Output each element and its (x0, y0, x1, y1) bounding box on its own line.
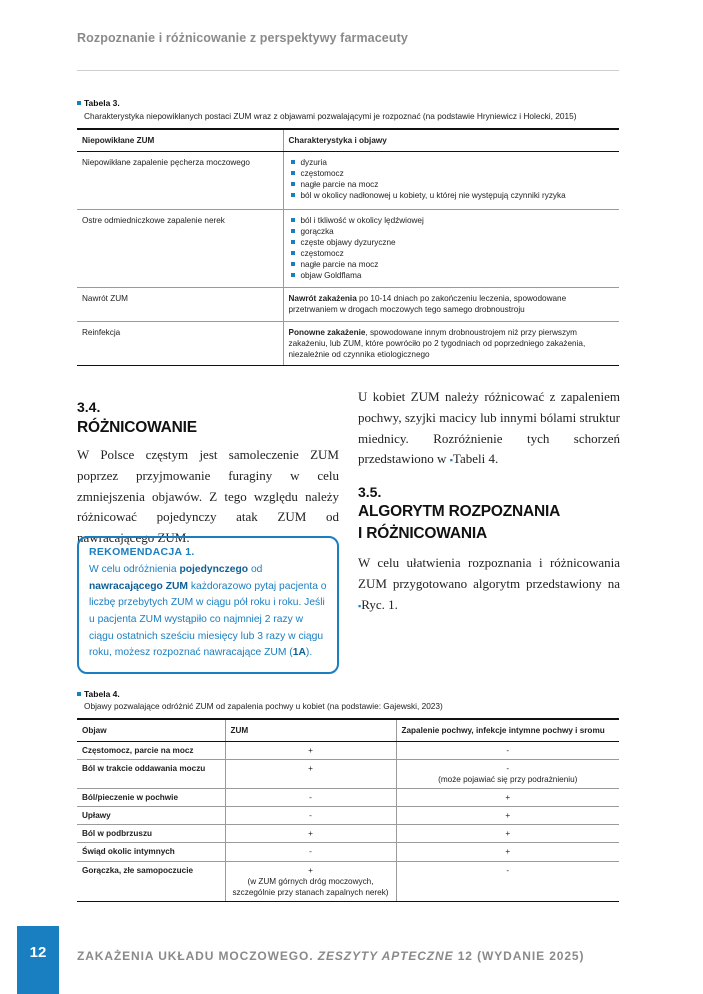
square-bullet-icon (77, 101, 81, 105)
table-row (77, 742, 619, 760)
table3-cell-name: Nawrót ZUM (77, 288, 283, 322)
list-item: nagłe parcie na mocz (289, 179, 615, 190)
table-reference-link[interactable]: Tabeli 4. (452, 451, 499, 467)
table4-cell-symptom: Upławy (77, 807, 225, 825)
table-row (77, 288, 619, 322)
recommendation-text: W celu odróżnienia pojedynczego od nawracającego ZUM każdorazowo pytaj pacjenta o liczbę przebytych ZUM w ciągu pół roku i roku. Jeśli u pacjenta ZUM wystąpiło co najmniej 2 razy w ciągu ostatnich sześciu miesięcy lub 3 razy w ciągu roku, możesz rozpoznać nawracające ZUM (1A). (89, 564, 327, 659)
section-title: ALGORYTM ROZPOZNANIA I RÓŻNICOWANIA (358, 503, 561, 543)
table-row (77, 825, 619, 843)
table4-cell-vaginitis: + (396, 825, 619, 843)
table4-cell-vaginitis: + (396, 789, 619, 807)
table4-cell-vaginitis: - (396, 742, 619, 760)
table4-cell-zum: - (225, 789, 396, 807)
table4-cell-zum: + (225, 825, 396, 843)
table3-cell-description: Nawrót zakażenia po 10-14 dniach po zakończeniu leczenia, spowodowane przetrwaniem w drogach moczowych tego samego drobnoustroju (283, 288, 619, 322)
list-item: dyzuria (289, 157, 615, 168)
list-item: objaw Goldflama (289, 270, 615, 281)
table4-cell-zum: - (225, 843, 396, 861)
table3-cell-description: Ponowne zakażenie, spowodowane innym drobnoustrojem niż przy pierwszym zakażeniu, lub ZUM, które powróciło po 2 tygodniach od poprzedniego zakażenia, niezależnie od czynnika etiologicznego (283, 322, 619, 366)
table3-cell-name: Reinfekcja (77, 322, 283, 366)
list-item: częste objawy dyzuryczne (289, 237, 615, 248)
table-row (77, 807, 619, 825)
table3-caption: Charakterystyka niepowikłanych postaci ZUM wraz z objawami pozwalającymi je rozpoznać (na podstawie Hryniewicz i Holecki, 2015) (84, 111, 577, 121)
table4-cell-symptom: Gorączka, złe samopoczucie (77, 861, 225, 901)
table4-header-cell: ZUM (225, 719, 396, 742)
recommendation-box (77, 536, 339, 674)
table4-cell-vaginitis: - (może pojawiać się przy podrażnieniu) (396, 760, 619, 789)
table3-cell-symptoms (283, 152, 619, 210)
table3-header-cell: Charakterystyka i objawy (283, 129, 619, 152)
section-paragraph: W Polsce częstym jest samoleczenie ZUM poprzez przyjmowanie furaginy w celu zmniejszenia objawów. Z tego względu należy różnicować pojedynczy atak ZUM od nawracającego ZUM. (77, 447, 339, 546)
table-row (77, 760, 619, 789)
section-number: 3.5. (358, 484, 382, 500)
table-row (77, 789, 619, 807)
square-bullet-icon (77, 692, 81, 696)
list-item: gorączka (289, 226, 615, 237)
table4-cell-symptom: Świąd okolic intymnych (77, 843, 225, 861)
table4-cell-vaginitis: - (396, 861, 619, 901)
section-number: 3.4. (77, 399, 101, 415)
list-item: ból w okolicy nadłonowej u kobiety, u której nie występują czynniki ryzyka (289, 190, 615, 201)
table-row (77, 861, 619, 901)
table4-cell-symptom: Ból/pieczenie w pochwie (77, 789, 225, 807)
page-number: 12 (29, 944, 47, 961)
table4-header-cell: Zapalenie pochwy, infekcje intymne pochwy i sromu (396, 719, 619, 742)
recommendation-title: REKOMENDACJA 1. (89, 546, 195, 558)
header-divider (77, 70, 619, 71)
table4-label: Tabela 4. (77, 689, 120, 699)
table3-cell-name: Niepowikłane zapalenie pęcherza moczowego (77, 152, 283, 210)
section-title: RÓŻNICOWANIE (77, 419, 197, 436)
list-item: ból i tkliwość w okolicy lędźwiowej (289, 215, 615, 226)
table4-cell-symptom: Ból w podbrzuszu (77, 825, 225, 843)
table-row (77, 210, 619, 288)
table4-header-cell: Objaw (77, 719, 225, 742)
list-item: nagłe parcie na mocz (289, 259, 615, 270)
table-row (77, 322, 619, 366)
table4-cell-zum: + (225, 760, 396, 789)
table3 (77, 128, 619, 366)
table4-cell-symptom: Ból w trakcie oddawania moczu (77, 760, 225, 789)
figure-reference-link[interactable]: Ryc. 1. (361, 596, 398, 612)
list-item: częstomocz (289, 248, 615, 259)
square-bullet-icon: ▪ (449, 455, 453, 466)
table3-header-cell: Niepowikłane ZUM (77, 129, 283, 152)
running-title: Rozpoznanie i różnicowanie z perspektywy farmaceuty (77, 31, 408, 45)
table4-cell-zum: + (225, 742, 396, 760)
right-paragraph-1: U kobiet ZUM należy różnicować z zapaleniem pochwy, szyjki macicy lub innymi bólami struktur miednicy. Rozróżnienie tych schorzeń przedstawiono w ▪Tabeli 4. (358, 389, 620, 467)
table4-cell-vaginitis: + (396, 843, 619, 861)
table-row (77, 152, 619, 210)
square-bullet-icon: ▪ (358, 600, 362, 611)
table-row (77, 843, 619, 861)
footer-title: ZAKAŻENIA UKŁADU MOCZOWEGO. ZESZYTY APTECZNE 12 (WYDANIE 2025) (77, 949, 585, 963)
table3-cell-symptoms (283, 210, 619, 288)
table4-cell-zum: + (w ZUM górnych dróg moczowych, szczególnie przy stanach zapalnych nerek) (225, 861, 396, 901)
table3-label: Tabela 3. (77, 98, 120, 108)
table4-caption: Objawy pozwalające odróżnić ZUM od zapalenia pochwy u kobiet (na podstawie: Gajewski, 2023) (84, 701, 443, 711)
table4-cell-zum: - (225, 807, 396, 825)
table4-cell-vaginitis: + (396, 807, 619, 825)
table4 (77, 718, 619, 902)
table4-cell-symptom: Częstomocz, parcie na mocz (77, 742, 225, 760)
right-paragraph-2: W celu ułatwienia rozpoznania i różnicowania ZUM przygotowano algorytm przedstawiony na ▪Ryc. 1. (358, 555, 620, 612)
table3-cell-name: Ostre odmiedniczkowe zapalenie nerek (77, 210, 283, 288)
list-item: częstomocz (289, 168, 615, 179)
